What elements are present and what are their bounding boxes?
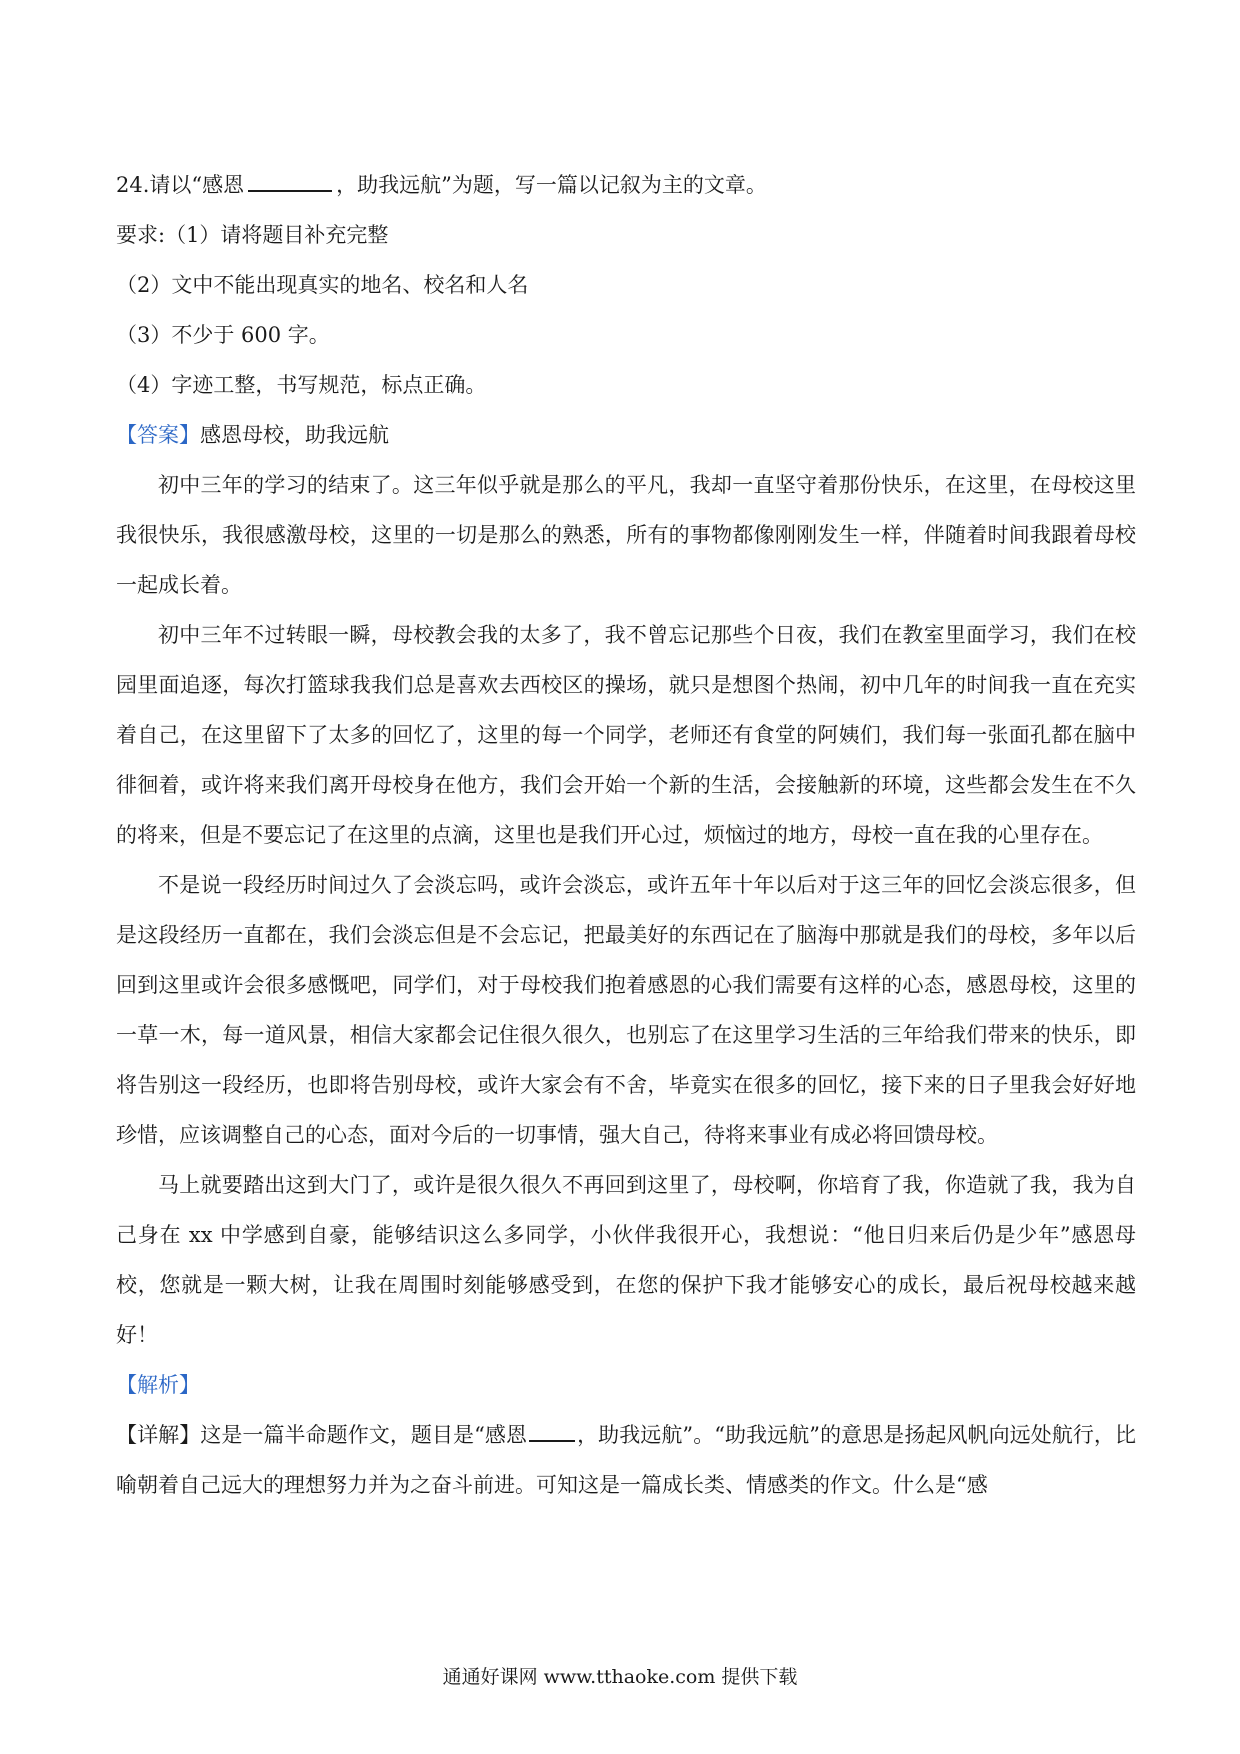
question-prefix: 24.请以“感恩 (116, 173, 245, 197)
detail-label: 【详解】 (116, 1423, 201, 1447)
detail-prefix: 这是一篇半命题作文，题目是“感恩 (200, 1423, 528, 1447)
answer-title: 感恩母校，助我远航 (200, 423, 389, 447)
answer-paragraph-4: 马上就要踏出这到大门了，或许是很久很久不再回到这里了，母校啊，你培育了我，你造就了我，我为自己身在 xx 中学感到自豪，能够结识这么多同学，小伙伴我很开心，我想说：“他日归来后仍是少年”感恩母校，您就是一颗大树，让我在周围时刻能够感受到，在您的保护下我才能够安心的成长，最后祝母校越来越好！ (116, 1173, 1136, 1347)
requirement-2: （2）文中不能出现真实的地名、校名和人名 (116, 273, 529, 297)
question-line (116, 160, 1136, 210)
page-footer: 通通好课网 www.tthaoke.com 提供下载 (442, 1666, 798, 1688)
requirement-4: （4）字迹工整，书写规范，标点正确。 (116, 373, 487, 397)
answer-paragraph-3: 不是说一段经历时间过久了会淡忘吗，或许会淡忘，或许五年十年以后对于这三年的回忆会淡忘很多，但是这段经历一直都在，我们会淡忘但是不会忘记，把最美好的东西记在了脑海中那就是我们的母校，多年以后回到这里或许会很多感慨吧，同学们，对于母校我们抱着感恩的心我们需要有这样的心态，感恩母校，这里的一草一木，每一道风景，相信大家都会记住很久很久，也别忘了在这里学习生活的三年给我们带来的快乐，即将告别这一段经历，也即将告别母校，或许大家会有不舍，毕竟实在很多的回忆，接下来的日子里我会好好地珍惜，应该调整自己的心态，面对今后的一切事情，强大自己，待将来事业有成必将回馈母校。 (116, 873, 1136, 1147)
title-blank (248, 166, 332, 192)
analysis-heading (116, 1360, 1136, 1410)
detail-suffix: ，助我远航”。“助我远航”的意思是扬起风帆向远处航行，比喻朝着自己远大的理想努力并为之奋斗前进。可知这是一篇成长类、情感类的作文。什么是“感 (116, 1423, 1136, 1497)
document-page (116, 160, 1136, 1510)
analysis-label: 【解析】 (116, 1373, 200, 1397)
answer-heading (116, 410, 1136, 460)
answer-paragraph-2: 初中三年不过转眼一瞬，母校教会我的太多了，我不曾忘记那些个日夜，我们在教室里面学习，我们在校园里面追逐，每次打篮球我我们总是喜欢去西校区的操场，就只是想图个热闹，初中几年的时间我一直在充实着自己，在这里留下了太多的回忆了，这里的每一个同学，老师还有食堂的阿姨们，我们每一张面孔都在脑中徘徊着，或许将来我们离开母校身在他方，我们会开始一个新的生活，会接触新的环境，这些都会发生在不久的将来，但是不要忘记了在这里的点滴，这里也是我们开心过，烦恼过的地方，母校一直在我的心里存在。 (116, 623, 1136, 847)
question-suffix: ，助我远航”为题，写一篇以记叙为主的文章。 (336, 173, 767, 197)
requirement-3: （3）不少于 600 字。 (116, 323, 330, 347)
answer-label: 【答案】 (116, 423, 200, 447)
answer-paragraph-1: 初中三年的学习的结束了。这三年似乎就是那么的平凡，我却一直坚守着那份快乐，在这里，在母校这里我很快乐，我很感激母校，这里的一切是那么的熟悉，所有的事物都像刚刚发生一样，伴随着时间我跟着母校一起成长着。 (116, 473, 1136, 597)
detail-blank (529, 1418, 575, 1442)
requirement-1: 要求:（1）请将题目补充完整 (116, 223, 389, 247)
analysis-detail (116, 1410, 1136, 1510)
